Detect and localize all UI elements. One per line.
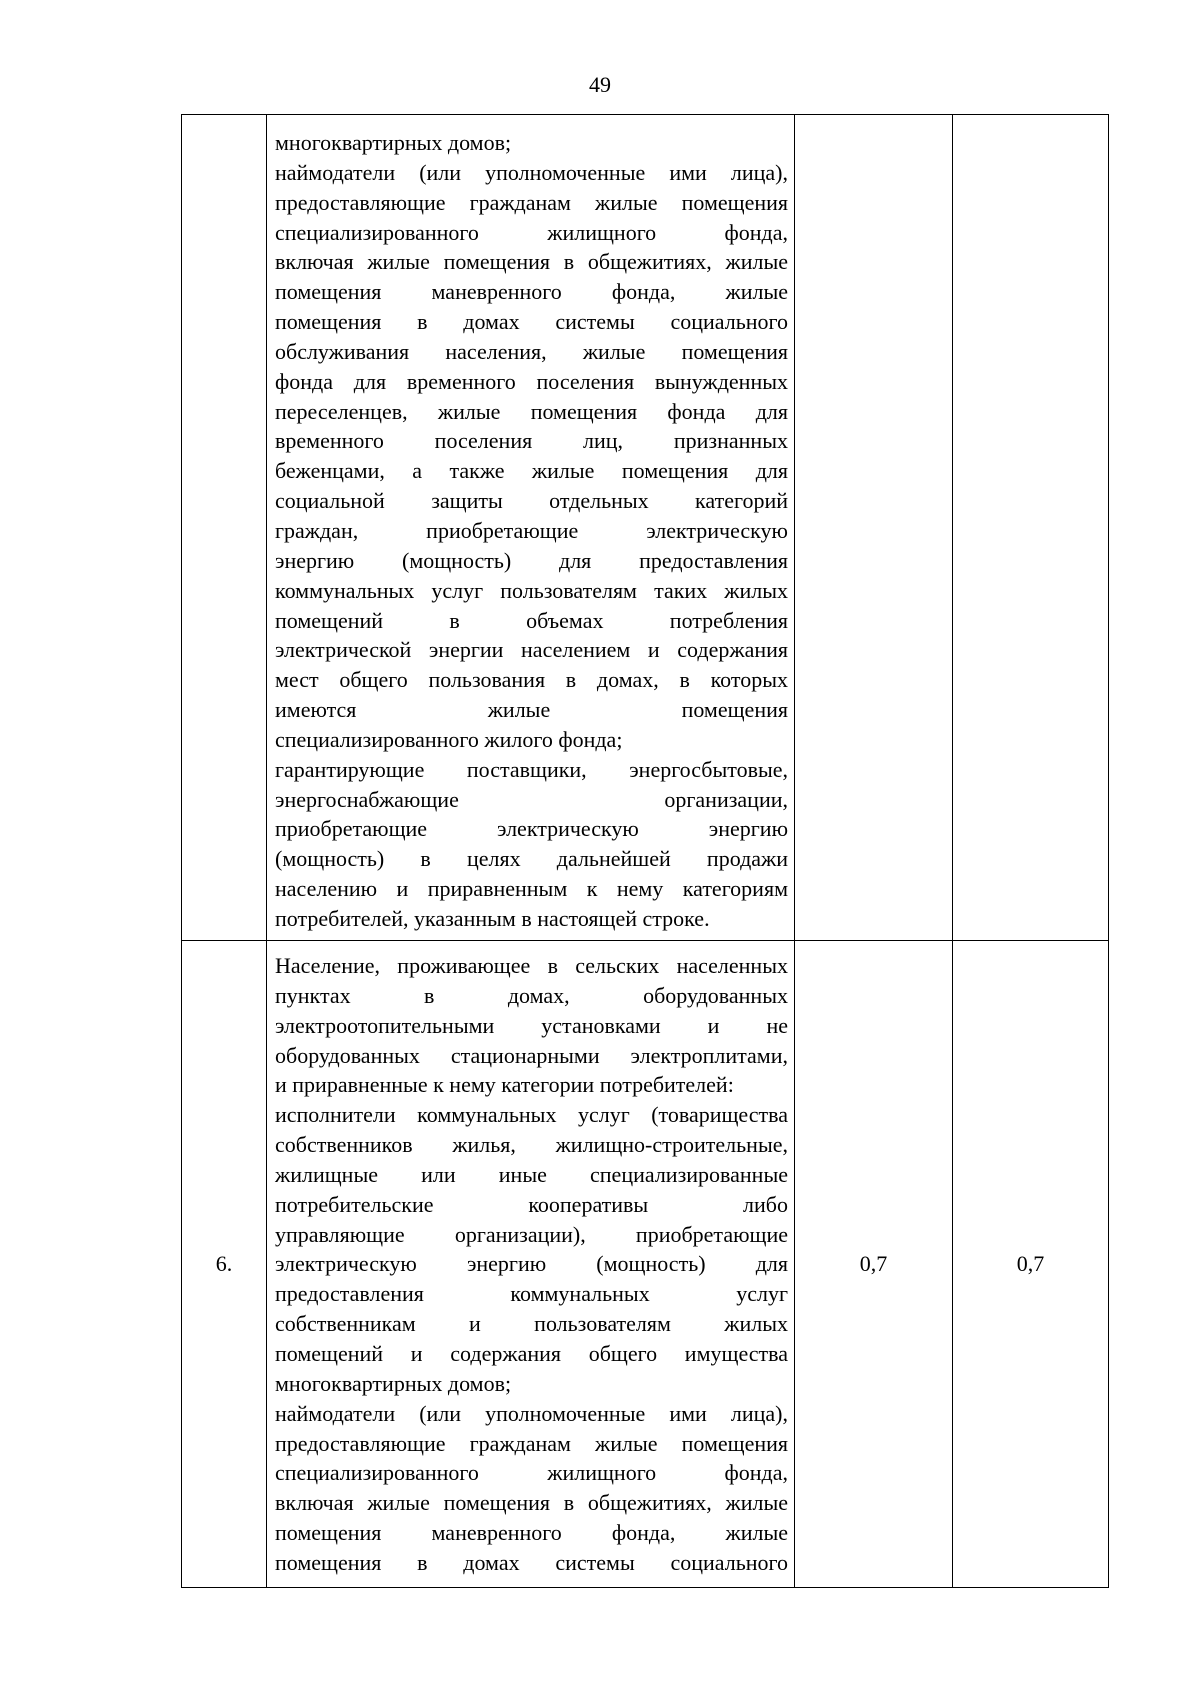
tariff-table	[181, 114, 1109, 1588]
text-line: специализированного жилищного фонда,	[275, 1460, 788, 1486]
text-line: граждан, приобретающие электрическую	[275, 517, 788, 543]
text-line: приобретающие электрическую энергию	[275, 816, 788, 842]
coefficient-cell-2	[953, 115, 1109, 941]
text-line: собственникам и пользователям жилых	[275, 1311, 788, 1337]
text-line: многоквартирных домов;	[275, 1370, 512, 1396]
text-line: предоставления коммунальных услуг	[275, 1281, 788, 1307]
category-description	[267, 115, 794, 940]
text-line: (мощность) в целях дальнейшей продажи	[275, 846, 788, 872]
text-line: наймодатели (или уполномоченные ими лица),	[275, 1400, 788, 1426]
text-line: фонда для временного поселения вынужденных	[275, 368, 788, 394]
text-line: управляющие организации), приобретающие	[275, 1221, 788, 1247]
row-number-cell	[182, 115, 267, 941]
page-number: 49	[589, 72, 611, 97]
text-line: энергоснабжающие организации,	[275, 786, 788, 812]
text-line: помещения в домах системы социального	[275, 309, 788, 335]
text-line: потребителей, указанным в настоящей строке.	[275, 905, 710, 931]
text-line: жилищные или иные специализированные	[275, 1161, 788, 1187]
text-line: исполнители коммунальных услуг (товарищества	[275, 1102, 788, 1128]
text-line: населению и приравненным к нему категориям	[275, 876, 788, 902]
text-line: наймодатели (или уполномоченные ими лица),	[275, 159, 788, 185]
coefficient-cell-1: 0,7	[795, 941, 953, 1588]
text-line: оборудованных стационарными электроплитами,	[275, 1042, 788, 1068]
text-line: предоставляющие гражданам жилые помещения	[275, 1430, 788, 1456]
text-line: временного поселения лиц, признанных	[275, 428, 788, 454]
text-line: энергию (мощность) для предоставления	[275, 547, 788, 573]
category-description-cell	[267, 115, 795, 941]
text-line: имеются жилые помещения	[275, 697, 788, 723]
coefficient-cell-2: 0,7	[953, 941, 1109, 1588]
text-line: и приравненные к нему категории потребителей:	[275, 1072, 734, 1098]
text-line: мест общего пользования в домах, в которых	[275, 667, 788, 693]
text-line: собственников жилья, жилищно-строительные,	[275, 1132, 788, 1158]
text-line: электрическую энергию (мощность) для	[275, 1251, 788, 1277]
text-line: специализированного жилого фонда;	[275, 726, 623, 752]
category-description-cell	[267, 941, 795, 1588]
table-row	[182, 115, 1109, 941]
text-line: пунктах в домах, оборудованных	[275, 982, 788, 1008]
text-line: электрической энергии населением и содержания	[275, 637, 788, 663]
text-line: гарантирующие поставщики, энергосбытовые,	[275, 756, 788, 782]
text-line: включая жилые помещения в общежитиях, жилые	[275, 1490, 788, 1516]
category-description	[267, 941, 794, 1584]
text-line: электроотопительными установками и не	[275, 1012, 788, 1038]
text-line: социальной защиты отдельных категорий	[275, 488, 788, 514]
text-line: беженцами, а также жилые помещения для	[275, 458, 788, 484]
text-line: помещений в объемах потребления	[275, 607, 788, 633]
text-line: предоставляющие гражданам жилые помещения	[275, 189, 788, 215]
text-line: обслуживания населения, жилые помещения	[275, 338, 788, 364]
text-line: помещений и содержания общего имущества	[275, 1340, 788, 1366]
text-line: потребительские кооперативы либо	[275, 1191, 788, 1217]
text-line: помещения в домах системы социального	[275, 1549, 788, 1575]
table-row	[182, 941, 1109, 1588]
text-line: помещения маневренного фонда, жилые	[275, 279, 788, 305]
text-line: переселенцев, жилые помещения фонда для	[275, 398, 788, 424]
row-number-cell: 6.	[182, 941, 267, 1588]
text-line: многоквартирных домов;	[275, 130, 512, 155]
text-line: Население, проживающее в сельских населенных	[275, 953, 788, 978]
text-line: специализированного жилищного фонда,	[275, 219, 788, 245]
text-line: включая жилые помещения в общежитиях, жилые	[275, 249, 788, 275]
coefficient-cell-1	[795, 115, 953, 941]
text-line: помещения маневренного фонда, жилые	[275, 1520, 788, 1546]
text-line: коммунальных услуг пользователям таких жилых	[275, 577, 788, 603]
